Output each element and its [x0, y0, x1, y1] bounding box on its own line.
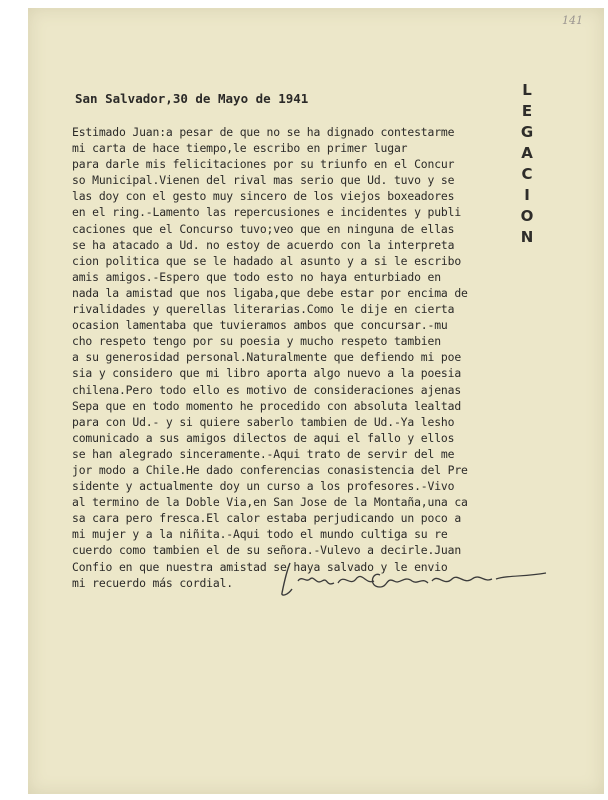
body-line: a su generosidad personal.Naturalmente que defiendo mi poe [72, 350, 462, 365]
body-line: sa cara pero fresca.El calor estaba perjudicando un poco a [72, 511, 462, 526]
body-line: en el ring.-Lamento las repercusiones e incidentes y publi [72, 205, 462, 220]
body-line: las doy con el gesto muy sincero de los viejos boxeadores [72, 189, 455, 204]
letter-sheet [28, 8, 604, 794]
page-number: 141 [562, 14, 583, 27]
body-line: comunicado a sus amigos dilectos de aqui el fallo y ellos [72, 430, 455, 445]
body-line: so Municipal.Vienen del rival mas serio que Ud. tuvo y se [72, 173, 455, 188]
letter-body [72, 124, 592, 591]
body-line: se ha atacado a Ud. no estoy de acuerdo con la interpreta [72, 237, 455, 252]
stamp-letter: I [524, 186, 530, 204]
signature-image [276, 553, 551, 603]
body-line: se han alegrado sinceramente.-Aqui trato de servir del me [72, 446, 455, 461]
body-line: Estimado Juan:a pesar de que no se ha dignado contestarme [72, 125, 455, 139]
body-line: cho respeto tengo por su poesia y mucho respeto tambien [72, 334, 441, 349]
stamp-letter: G [520, 123, 534, 141]
body-line: mi carta de hace tiempo,le escribo en primer lugar [72, 141, 408, 156]
stamp-letter: C [521, 165, 533, 183]
body-line: Confio en que nuestra amistad se haya salvado y le envio [72, 559, 448, 574]
body-line: para con Ud.- y si quiere saberlo tambien de Ud.-Ya lesho [72, 414, 455, 429]
dateline: San Salvador,30 de Mayo de 1941 [75, 91, 309, 106]
body-line: nada la amistad que nos ligaba,que debe estar por encima de [72, 285, 468, 300]
stamp-letter: E [521, 102, 533, 120]
body-line: mi mujer y a la niñita.-Aqui todo el mundo cultiga su re [72, 527, 448, 542]
body-line: sidente y actualmente doy un curso a los profesores.-Vivo [72, 479, 455, 494]
body-line: jor modo a Chile.He dado conferencias conasistencia del Pre [72, 462, 468, 477]
stamp-letter: N [520, 228, 534, 246]
body-line: caciones que el Concurso tuvo;veo que en ninguna de ellas [72, 221, 455, 236]
body-line: sia y considero que mi libro aporta algo nuevo a la poesia [72, 366, 462, 381]
body-line: al termino de la Doble Via,en San Jose de la Montaña,una ca [72, 495, 468, 510]
stamp-letter: O [520, 207, 534, 225]
body-line: cuerdo como tambien el de su señora.-Vulevo a decirle.Juan [72, 543, 462, 558]
body-line: ocasion lamentaba que tuvieramos ambos que concursar.-mu [72, 318, 448, 333]
body-line: mi recuerdo más cordial. [72, 575, 233, 590]
body-line: Sepa que en todo momento he procedido con absoluta lealtad [72, 398, 462, 413]
body-line: para darle mis felicitaciones por su triunfo en el Concur [72, 157, 455, 172]
body-line: cion politica que se le hadado al asunto y a si le escribo [72, 253, 462, 268]
body-line: rivalidades y querellas literarias.Como le dije en cierta [72, 302, 455, 317]
stamp-letter: A [521, 144, 533, 162]
stamp-letter: L [522, 81, 532, 99]
body-line: amis amigos.-Espero que todo esto no haya enturbiado en [72, 269, 441, 284]
body-line: chilena.Pero todo ello es motivo de consideraciones ajenas [72, 382, 462, 397]
